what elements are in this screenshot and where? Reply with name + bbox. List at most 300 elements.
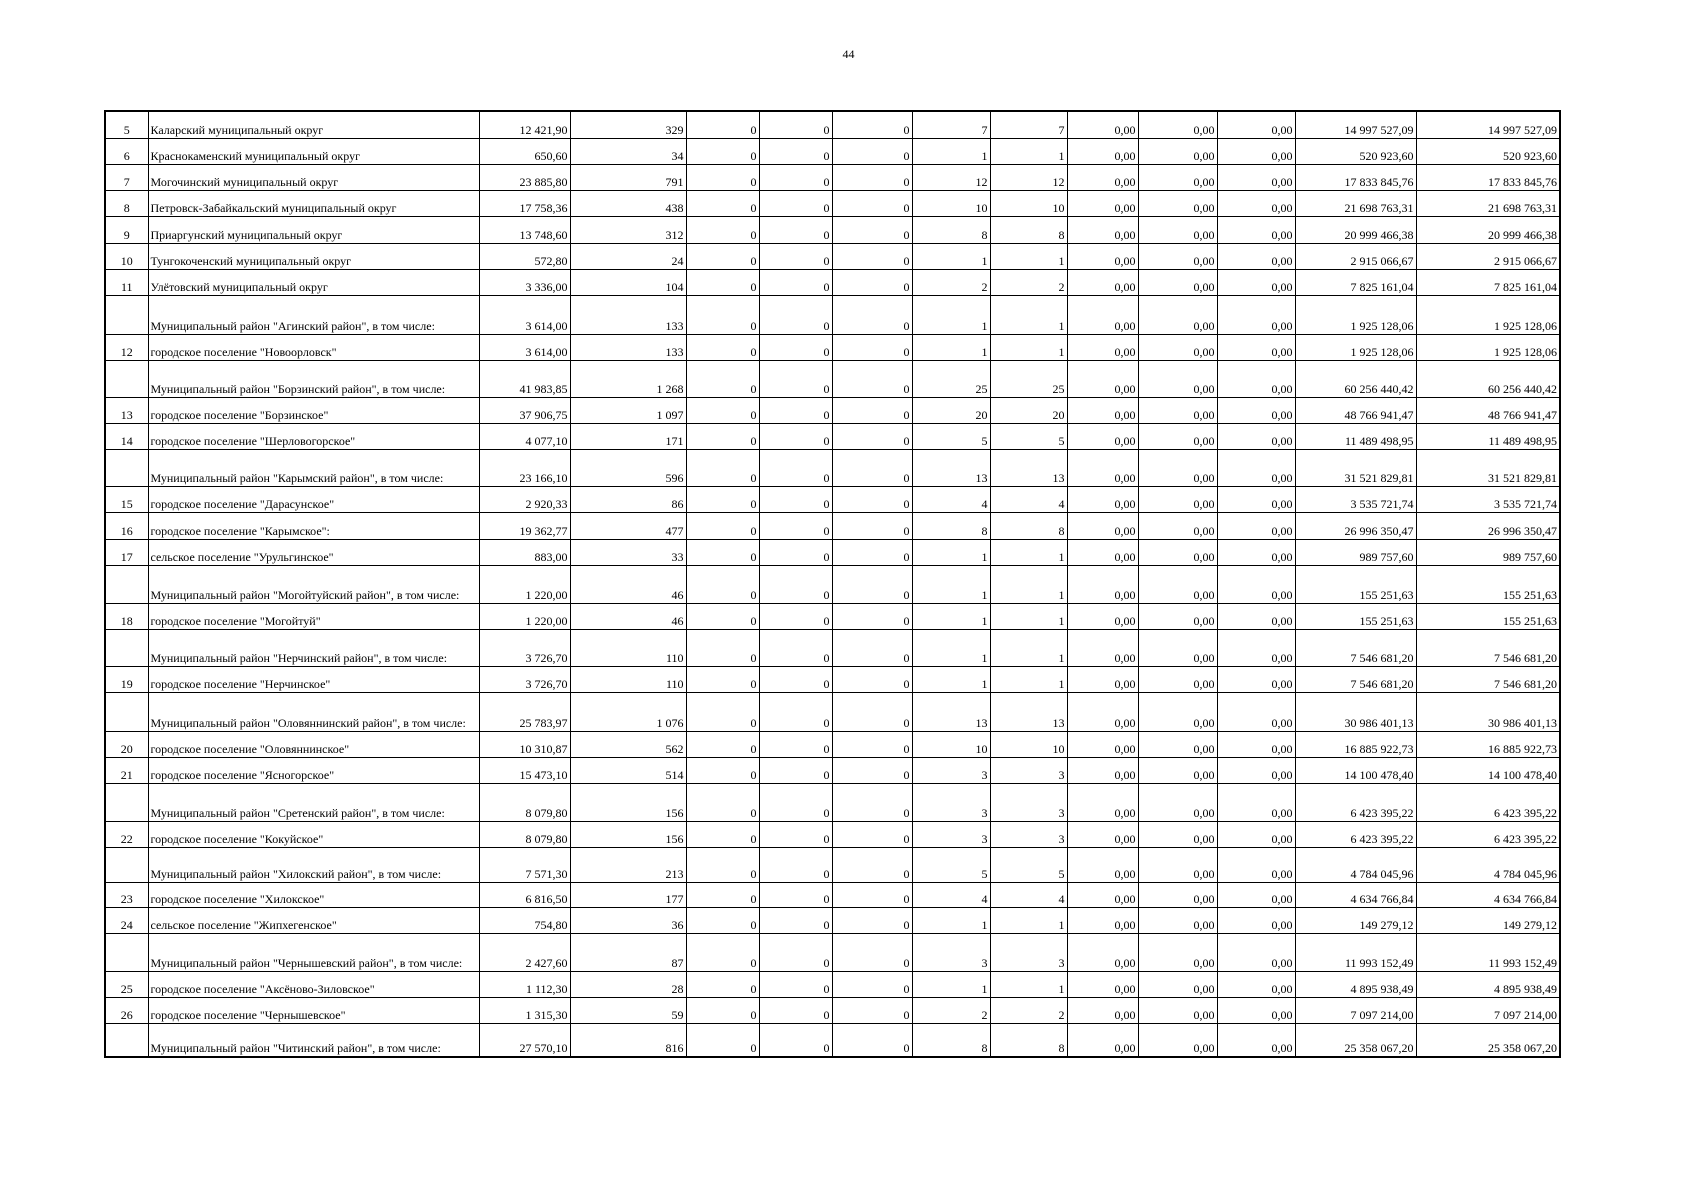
value-cell-col-6: 0 bbox=[759, 486, 832, 512]
value-cell-col-12: 0,00 bbox=[1217, 512, 1295, 539]
municipality-name-cell: Муниципальный район "Нерчинский район", в том числе: bbox=[148, 629, 479, 666]
value-cell-col-9: 8 bbox=[990, 512, 1067, 539]
municipality-name-cell: городское поселение "Шерловогорское" bbox=[148, 423, 479, 449]
value-cell-col-6: 0 bbox=[759, 423, 832, 449]
value-cell-col-10: 0,00 bbox=[1067, 847, 1138, 882]
value-cell-col-3: 2 427,60 bbox=[479, 933, 570, 971]
value-cell-col-12: 0,00 bbox=[1217, 269, 1295, 295]
table-row bbox=[105, 423, 1560, 449]
value-cell-col-12: 0,00 bbox=[1217, 821, 1295, 847]
value-cell-col-13: 20 999 466,38 bbox=[1295, 216, 1416, 243]
value-cell-col-9: 10 bbox=[990, 190, 1067, 216]
value-cell-col-8: 13 bbox=[912, 692, 990, 731]
value-cell-col-13: 155 251,63 bbox=[1295, 603, 1416, 629]
municipality-name-cell: Приаргунский муниципальный округ bbox=[148, 216, 479, 243]
value-cell-col-5: 0 bbox=[686, 603, 759, 629]
value-cell-col-5: 0 bbox=[686, 907, 759, 933]
value-cell-col-14: 4 895 938,49 bbox=[1416, 971, 1560, 997]
row-number-cell: 26 bbox=[105, 997, 148, 1023]
value-cell-col-4: 59 bbox=[570, 997, 686, 1023]
value-cell-col-3: 23 885,80 bbox=[479, 164, 570, 190]
value-cell-col-4: 329 bbox=[570, 111, 686, 138]
value-cell-col-10: 0,00 bbox=[1067, 666, 1138, 692]
value-cell-col-12: 0,00 bbox=[1217, 1023, 1295, 1057]
row-number-cell: 19 bbox=[105, 666, 148, 692]
value-cell-col-7: 0 bbox=[832, 486, 912, 512]
value-cell-col-10: 0,00 bbox=[1067, 111, 1138, 138]
row-number-cell bbox=[105, 629, 148, 666]
municipality-name-cell: сельское поселение "Урульгинское" bbox=[148, 539, 479, 565]
row-number-cell: 24 bbox=[105, 907, 148, 933]
value-cell-col-10: 0,00 bbox=[1067, 539, 1138, 565]
value-cell-col-4: 791 bbox=[570, 164, 686, 190]
value-cell-col-9: 3 bbox=[990, 757, 1067, 783]
row-number-cell: 6 bbox=[105, 138, 148, 164]
row-number-cell: 8 bbox=[105, 190, 148, 216]
table-row bbox=[105, 138, 1560, 164]
value-cell-col-11: 0,00 bbox=[1138, 486, 1217, 512]
value-cell-col-4: 133 bbox=[570, 334, 686, 360]
value-cell-col-13: 21 698 763,31 bbox=[1295, 190, 1416, 216]
value-cell-col-8: 1 bbox=[912, 539, 990, 565]
table-row bbox=[105, 1023, 1560, 1057]
value-cell-col-10: 0,00 bbox=[1067, 692, 1138, 731]
value-cell-col-6: 0 bbox=[759, 783, 832, 821]
value-cell-col-9: 8 bbox=[990, 1023, 1067, 1057]
value-cell-col-8: 8 bbox=[912, 1023, 990, 1057]
value-cell-col-10: 0,00 bbox=[1067, 783, 1138, 821]
value-cell-col-8: 13 bbox=[912, 449, 990, 486]
value-cell-col-14: 7 546 681,20 bbox=[1416, 666, 1560, 692]
value-cell-col-6: 0 bbox=[759, 757, 832, 783]
value-cell-col-3: 17 758,36 bbox=[479, 190, 570, 216]
row-number-cell bbox=[105, 783, 148, 821]
value-cell-col-9: 1 bbox=[990, 565, 1067, 603]
value-cell-col-5: 0 bbox=[686, 629, 759, 666]
value-cell-col-4: 24 bbox=[570, 243, 686, 269]
value-cell-col-7: 0 bbox=[832, 111, 912, 138]
value-cell-col-11: 0,00 bbox=[1138, 821, 1217, 847]
value-cell-col-4: 312 bbox=[570, 216, 686, 243]
value-cell-col-11: 0,00 bbox=[1138, 269, 1217, 295]
value-cell-col-13: 6 423 395,22 bbox=[1295, 783, 1416, 821]
value-cell-col-14: 4 634 766,84 bbox=[1416, 882, 1560, 907]
value-cell-col-10: 0,00 bbox=[1067, 269, 1138, 295]
value-cell-col-14: 6 423 395,22 bbox=[1416, 783, 1560, 821]
value-cell-col-12: 0,00 bbox=[1217, 539, 1295, 565]
row-number-cell: 5 bbox=[105, 111, 148, 138]
value-cell-col-7: 0 bbox=[832, 138, 912, 164]
value-cell-col-14: 30 986 401,13 bbox=[1416, 692, 1560, 731]
row-number-cell bbox=[105, 933, 148, 971]
value-cell-col-6: 0 bbox=[759, 334, 832, 360]
value-cell-col-10: 0,00 bbox=[1067, 565, 1138, 603]
municipality-name-cell: городское поселение "Борзинское" bbox=[148, 397, 479, 423]
value-cell-col-3: 25 783,97 bbox=[479, 692, 570, 731]
value-cell-col-10: 0,00 bbox=[1067, 334, 1138, 360]
value-cell-col-4: 177 bbox=[570, 882, 686, 907]
value-cell-col-9: 13 bbox=[990, 449, 1067, 486]
table-row bbox=[105, 397, 1560, 423]
value-cell-col-14: 20 999 466,38 bbox=[1416, 216, 1560, 243]
table-row bbox=[105, 666, 1560, 692]
value-cell-col-6: 0 bbox=[759, 138, 832, 164]
value-cell-col-14: 1 925 128,06 bbox=[1416, 295, 1560, 334]
value-cell-col-4: 110 bbox=[570, 666, 686, 692]
value-cell-col-14: 1 925 128,06 bbox=[1416, 334, 1560, 360]
value-cell-col-6: 0 bbox=[759, 882, 832, 907]
value-cell-col-5: 0 bbox=[686, 449, 759, 486]
value-cell-col-8: 20 bbox=[912, 397, 990, 423]
row-number-cell: 17 bbox=[105, 539, 148, 565]
value-cell-col-3: 8 079,80 bbox=[479, 783, 570, 821]
table-row bbox=[105, 847, 1560, 882]
value-cell-col-5: 0 bbox=[686, 243, 759, 269]
value-cell-col-4: 562 bbox=[570, 731, 686, 757]
row-number-cell: 15 bbox=[105, 486, 148, 512]
municipality-name-cell: Муниципальный район "Оловяннинский район", в том числе: bbox=[148, 692, 479, 731]
value-cell-col-14: 6 423 395,22 bbox=[1416, 821, 1560, 847]
value-cell-col-8: 8 bbox=[912, 216, 990, 243]
value-cell-col-3: 37 906,75 bbox=[479, 397, 570, 423]
value-cell-col-14: 31 521 829,81 bbox=[1416, 449, 1560, 486]
value-cell-col-8: 25 bbox=[912, 360, 990, 397]
value-cell-col-3: 2 920,33 bbox=[479, 486, 570, 512]
value-cell-col-4: 596 bbox=[570, 449, 686, 486]
value-cell-col-5: 0 bbox=[686, 821, 759, 847]
value-cell-col-14: 25 358 067,20 bbox=[1416, 1023, 1560, 1057]
value-cell-col-11: 0,00 bbox=[1138, 847, 1217, 882]
value-cell-col-5: 0 bbox=[686, 269, 759, 295]
value-cell-col-8: 3 bbox=[912, 783, 990, 821]
municipality-name-cell: сельское поселение "Жипхегенское" bbox=[148, 907, 479, 933]
value-cell-col-12: 0,00 bbox=[1217, 423, 1295, 449]
row-number-cell bbox=[105, 449, 148, 486]
value-cell-col-9: 25 bbox=[990, 360, 1067, 397]
value-cell-col-11: 0,00 bbox=[1138, 397, 1217, 423]
value-cell-col-8: 2 bbox=[912, 997, 990, 1023]
value-cell-col-3: 1 220,00 bbox=[479, 603, 570, 629]
value-cell-col-3: 10 310,87 bbox=[479, 731, 570, 757]
value-cell-col-7: 0 bbox=[832, 692, 912, 731]
value-cell-col-4: 816 bbox=[570, 1023, 686, 1057]
value-cell-col-7: 0 bbox=[832, 666, 912, 692]
value-cell-col-8: 8 bbox=[912, 512, 990, 539]
row-number-cell: 13 bbox=[105, 397, 148, 423]
value-cell-col-5: 0 bbox=[686, 539, 759, 565]
value-cell-col-3: 1 112,30 bbox=[479, 971, 570, 997]
value-cell-col-12: 0,00 bbox=[1217, 907, 1295, 933]
value-cell-col-13: 48 766 941,47 bbox=[1295, 397, 1416, 423]
value-cell-col-3: 1 220,00 bbox=[479, 565, 570, 603]
value-cell-col-5: 0 bbox=[686, 783, 759, 821]
value-cell-col-8: 1 bbox=[912, 138, 990, 164]
value-cell-col-5: 0 bbox=[686, 997, 759, 1023]
value-cell-col-9: 1 bbox=[990, 666, 1067, 692]
value-cell-col-6: 0 bbox=[759, 216, 832, 243]
value-cell-col-3: 572,80 bbox=[479, 243, 570, 269]
value-cell-col-8: 1 bbox=[912, 334, 990, 360]
value-cell-col-4: 213 bbox=[570, 847, 686, 882]
value-cell-col-14: 7 546 681,20 bbox=[1416, 629, 1560, 666]
value-cell-col-8: 5 bbox=[912, 423, 990, 449]
value-cell-col-3: 15 473,10 bbox=[479, 757, 570, 783]
value-cell-col-5: 0 bbox=[686, 565, 759, 603]
value-cell-col-4: 104 bbox=[570, 269, 686, 295]
value-cell-col-14: 2 915 066,67 bbox=[1416, 243, 1560, 269]
value-cell-col-10: 0,00 bbox=[1067, 731, 1138, 757]
row-number-cell: 11 bbox=[105, 269, 148, 295]
value-cell-col-11: 0,00 bbox=[1138, 1023, 1217, 1057]
value-cell-col-3: 13 748,60 bbox=[479, 216, 570, 243]
value-cell-col-8: 5 bbox=[912, 847, 990, 882]
value-cell-col-4: 34 bbox=[570, 138, 686, 164]
value-cell-col-6: 0 bbox=[759, 360, 832, 397]
value-cell-col-12: 0,00 bbox=[1217, 882, 1295, 907]
municipality-name-cell: городское поселение "Нерчинское" bbox=[148, 666, 479, 692]
value-cell-col-11: 0,00 bbox=[1138, 423, 1217, 449]
value-cell-col-7: 0 bbox=[832, 449, 912, 486]
value-cell-col-12: 0,00 bbox=[1217, 933, 1295, 971]
municipality-name-cell: городское поселение "Оловяннинское" bbox=[148, 731, 479, 757]
value-cell-col-13: 2 915 066,67 bbox=[1295, 243, 1416, 269]
value-cell-col-7: 0 bbox=[832, 907, 912, 933]
row-number-cell: 14 bbox=[105, 423, 148, 449]
value-cell-col-8: 10 bbox=[912, 190, 990, 216]
value-cell-col-7: 0 bbox=[832, 539, 912, 565]
value-cell-col-9: 1 bbox=[990, 138, 1067, 164]
value-cell-col-11: 0,00 bbox=[1138, 243, 1217, 269]
value-cell-col-8: 3 bbox=[912, 757, 990, 783]
value-cell-col-11: 0,00 bbox=[1138, 692, 1217, 731]
value-cell-col-3: 650,60 bbox=[479, 138, 570, 164]
table-row bbox=[105, 360, 1560, 397]
value-cell-col-14: 11 993 152,49 bbox=[1416, 933, 1560, 971]
value-cell-col-7: 0 bbox=[832, 783, 912, 821]
value-cell-col-6: 0 bbox=[759, 269, 832, 295]
value-cell-col-10: 0,00 bbox=[1067, 360, 1138, 397]
value-cell-col-4: 156 bbox=[570, 783, 686, 821]
value-cell-col-13: 16 885 922,73 bbox=[1295, 731, 1416, 757]
value-cell-col-11: 0,00 bbox=[1138, 731, 1217, 757]
value-cell-col-12: 0,00 bbox=[1217, 360, 1295, 397]
value-cell-col-5: 0 bbox=[686, 190, 759, 216]
value-cell-col-13: 30 986 401,13 bbox=[1295, 692, 1416, 731]
value-cell-col-3: 754,80 bbox=[479, 907, 570, 933]
value-cell-col-3: 8 079,80 bbox=[479, 821, 570, 847]
value-cell-col-11: 0,00 bbox=[1138, 138, 1217, 164]
value-cell-col-4: 110 bbox=[570, 629, 686, 666]
value-cell-col-14: 26 996 350,47 bbox=[1416, 512, 1560, 539]
value-cell-col-13: 7 825 161,04 bbox=[1295, 269, 1416, 295]
value-cell-col-5: 0 bbox=[686, 512, 759, 539]
municipality-name-cell: городское поселение "Аксёново-Зиловское" bbox=[148, 971, 479, 997]
value-cell-col-13: 989 757,60 bbox=[1295, 539, 1416, 565]
value-cell-col-13: 25 358 067,20 bbox=[1295, 1023, 1416, 1057]
table-row bbox=[105, 111, 1560, 138]
value-cell-col-9: 7 bbox=[990, 111, 1067, 138]
value-cell-col-6: 0 bbox=[759, 629, 832, 666]
value-cell-col-14: 11 489 498,95 bbox=[1416, 423, 1560, 449]
value-cell-col-3: 3 614,00 bbox=[479, 334, 570, 360]
row-number-cell: 12 bbox=[105, 334, 148, 360]
table-row bbox=[105, 783, 1560, 821]
value-cell-col-8: 12 bbox=[912, 164, 990, 190]
municipality-name-cell: городское поселение "Кокуйское" bbox=[148, 821, 479, 847]
municipality-name-cell: Муниципальный район "Борзинский район", в том числе: bbox=[148, 360, 479, 397]
value-cell-col-5: 0 bbox=[686, 111, 759, 138]
value-cell-col-6: 0 bbox=[759, 821, 832, 847]
table-row bbox=[105, 269, 1560, 295]
value-cell-col-11: 0,00 bbox=[1138, 512, 1217, 539]
value-cell-col-9: 1 bbox=[990, 539, 1067, 565]
municipality-name-cell: Муниципальный район "Чернышевский район", в том числе: bbox=[148, 933, 479, 971]
value-cell-col-13: 4 634 766,84 bbox=[1295, 882, 1416, 907]
value-cell-col-7: 0 bbox=[832, 397, 912, 423]
value-cell-col-10: 0,00 bbox=[1067, 295, 1138, 334]
value-cell-col-11: 0,00 bbox=[1138, 295, 1217, 334]
value-cell-col-3: 1 315,30 bbox=[479, 997, 570, 1023]
value-cell-col-4: 133 bbox=[570, 295, 686, 334]
value-cell-col-13: 26 996 350,47 bbox=[1295, 512, 1416, 539]
value-cell-col-7: 0 bbox=[832, 847, 912, 882]
value-cell-col-3: 27 570,10 bbox=[479, 1023, 570, 1057]
municipality-name-cell: Каларский муниципальный округ bbox=[148, 111, 479, 138]
row-number-cell: 23 bbox=[105, 882, 148, 907]
value-cell-col-3: 41 983,85 bbox=[479, 360, 570, 397]
table-row bbox=[105, 539, 1560, 565]
value-cell-col-13: 14 997 527,09 bbox=[1295, 111, 1416, 138]
value-cell-col-10: 0,00 bbox=[1067, 138, 1138, 164]
row-number-cell bbox=[105, 360, 148, 397]
value-cell-col-10: 0,00 bbox=[1067, 190, 1138, 216]
value-cell-col-9: 4 bbox=[990, 486, 1067, 512]
municipality-name-cell: Улётовский муниципальный округ bbox=[148, 269, 479, 295]
value-cell-col-14: 60 256 440,42 bbox=[1416, 360, 1560, 397]
value-cell-col-13: 4 895 938,49 bbox=[1295, 971, 1416, 997]
value-cell-col-5: 0 bbox=[686, 731, 759, 757]
value-cell-col-6: 0 bbox=[759, 847, 832, 882]
row-number-cell: 7 bbox=[105, 164, 148, 190]
value-cell-col-4: 1 097 bbox=[570, 397, 686, 423]
value-cell-col-4: 46 bbox=[570, 565, 686, 603]
value-cell-col-8: 3 bbox=[912, 933, 990, 971]
value-cell-col-10: 0,00 bbox=[1067, 997, 1138, 1023]
value-cell-col-7: 0 bbox=[832, 269, 912, 295]
municipality-name-cell: городское поселение "Чернышевское" bbox=[148, 997, 479, 1023]
data-table bbox=[104, 110, 1561, 1058]
municipality-name-cell: городское поселение "Новоорловск" bbox=[148, 334, 479, 360]
value-cell-col-8: 1 bbox=[912, 243, 990, 269]
value-cell-col-12: 0,00 bbox=[1217, 692, 1295, 731]
value-cell-col-10: 0,00 bbox=[1067, 486, 1138, 512]
value-cell-col-14: 3 535 721,74 bbox=[1416, 486, 1560, 512]
value-cell-col-8: 1 bbox=[912, 666, 990, 692]
value-cell-col-7: 0 bbox=[832, 933, 912, 971]
value-cell-col-4: 87 bbox=[570, 933, 686, 971]
value-cell-col-8: 1 bbox=[912, 603, 990, 629]
value-cell-col-7: 0 bbox=[832, 882, 912, 907]
value-cell-col-9: 1 bbox=[990, 629, 1067, 666]
value-cell-col-7: 0 bbox=[832, 971, 912, 997]
value-cell-col-8: 1 bbox=[912, 971, 990, 997]
table-row bbox=[105, 933, 1560, 971]
table-row bbox=[105, 997, 1560, 1023]
value-cell-col-7: 0 bbox=[832, 1023, 912, 1057]
page-number: 44 bbox=[842, 47, 855, 61]
municipality-name-cell: Могочинский муниципальный округ bbox=[148, 164, 479, 190]
value-cell-col-5: 0 bbox=[686, 1023, 759, 1057]
row-number-cell: 10 bbox=[105, 243, 148, 269]
value-cell-col-11: 0,00 bbox=[1138, 111, 1217, 138]
value-cell-col-7: 0 bbox=[832, 731, 912, 757]
value-cell-col-13: 17 833 845,76 bbox=[1295, 164, 1416, 190]
value-cell-col-3: 4 077,10 bbox=[479, 423, 570, 449]
value-cell-col-9: 1 bbox=[990, 243, 1067, 269]
municipality-name-cell: Тунгокоченский муниципальный округ bbox=[148, 243, 479, 269]
value-cell-col-6: 0 bbox=[759, 449, 832, 486]
municipality-name-cell: Петровск-Забайкальский муниципальный округ bbox=[148, 190, 479, 216]
value-cell-col-9: 10 bbox=[990, 731, 1067, 757]
municipality-name-cell: городское поселение "Дарасунское" bbox=[148, 486, 479, 512]
value-cell-col-7: 0 bbox=[832, 243, 912, 269]
value-cell-col-5: 0 bbox=[686, 423, 759, 449]
value-cell-col-14: 17 833 845,76 bbox=[1416, 164, 1560, 190]
value-cell-col-7: 0 bbox=[832, 512, 912, 539]
value-cell-col-12: 0,00 bbox=[1217, 295, 1295, 334]
value-cell-col-6: 0 bbox=[759, 997, 832, 1023]
value-cell-col-14: 4 784 045,96 bbox=[1416, 847, 1560, 882]
value-cell-col-3: 19 362,77 bbox=[479, 512, 570, 539]
value-cell-col-14: 989 757,60 bbox=[1416, 539, 1560, 565]
value-cell-col-5: 0 bbox=[686, 882, 759, 907]
municipality-name-cell: городское поселение "Карымское": bbox=[148, 512, 479, 539]
row-number-cell: 25 bbox=[105, 971, 148, 997]
value-cell-col-13: 3 535 721,74 bbox=[1295, 486, 1416, 512]
value-cell-col-10: 0,00 bbox=[1067, 757, 1138, 783]
table-row bbox=[105, 190, 1560, 216]
value-cell-col-11: 0,00 bbox=[1138, 629, 1217, 666]
municipality-name-cell: Муниципальный район "Сретенский район", в том числе: bbox=[148, 783, 479, 821]
value-cell-col-5: 0 bbox=[686, 971, 759, 997]
value-cell-col-12: 0,00 bbox=[1217, 164, 1295, 190]
value-cell-col-7: 0 bbox=[832, 565, 912, 603]
value-cell-col-4: 477 bbox=[570, 512, 686, 539]
value-cell-col-4: 514 bbox=[570, 757, 686, 783]
value-cell-col-3: 3 336,00 bbox=[479, 269, 570, 295]
value-cell-col-6: 0 bbox=[759, 539, 832, 565]
value-cell-col-7: 0 bbox=[832, 757, 912, 783]
value-cell-col-7: 0 bbox=[832, 360, 912, 397]
municipality-name-cell: Краснокаменский муниципальный округ bbox=[148, 138, 479, 164]
value-cell-col-11: 0,00 bbox=[1138, 190, 1217, 216]
value-cell-col-9: 4 bbox=[990, 882, 1067, 907]
value-cell-col-13: 4 784 045,96 bbox=[1295, 847, 1416, 882]
value-cell-col-6: 0 bbox=[759, 603, 832, 629]
value-cell-col-7: 0 bbox=[832, 295, 912, 334]
value-cell-col-9: 3 bbox=[990, 821, 1067, 847]
value-cell-col-5: 0 bbox=[686, 360, 759, 397]
value-cell-col-14: 520 923,60 bbox=[1416, 138, 1560, 164]
value-cell-col-5: 0 bbox=[686, 757, 759, 783]
value-cell-col-12: 0,00 bbox=[1217, 629, 1295, 666]
value-cell-col-10: 0,00 bbox=[1067, 423, 1138, 449]
table-row bbox=[105, 565, 1560, 603]
value-cell-col-10: 0,00 bbox=[1067, 629, 1138, 666]
value-cell-col-14: 16 885 922,73 bbox=[1416, 731, 1560, 757]
value-cell-col-9: 1 bbox=[990, 907, 1067, 933]
row-number-cell: 18 bbox=[105, 603, 148, 629]
